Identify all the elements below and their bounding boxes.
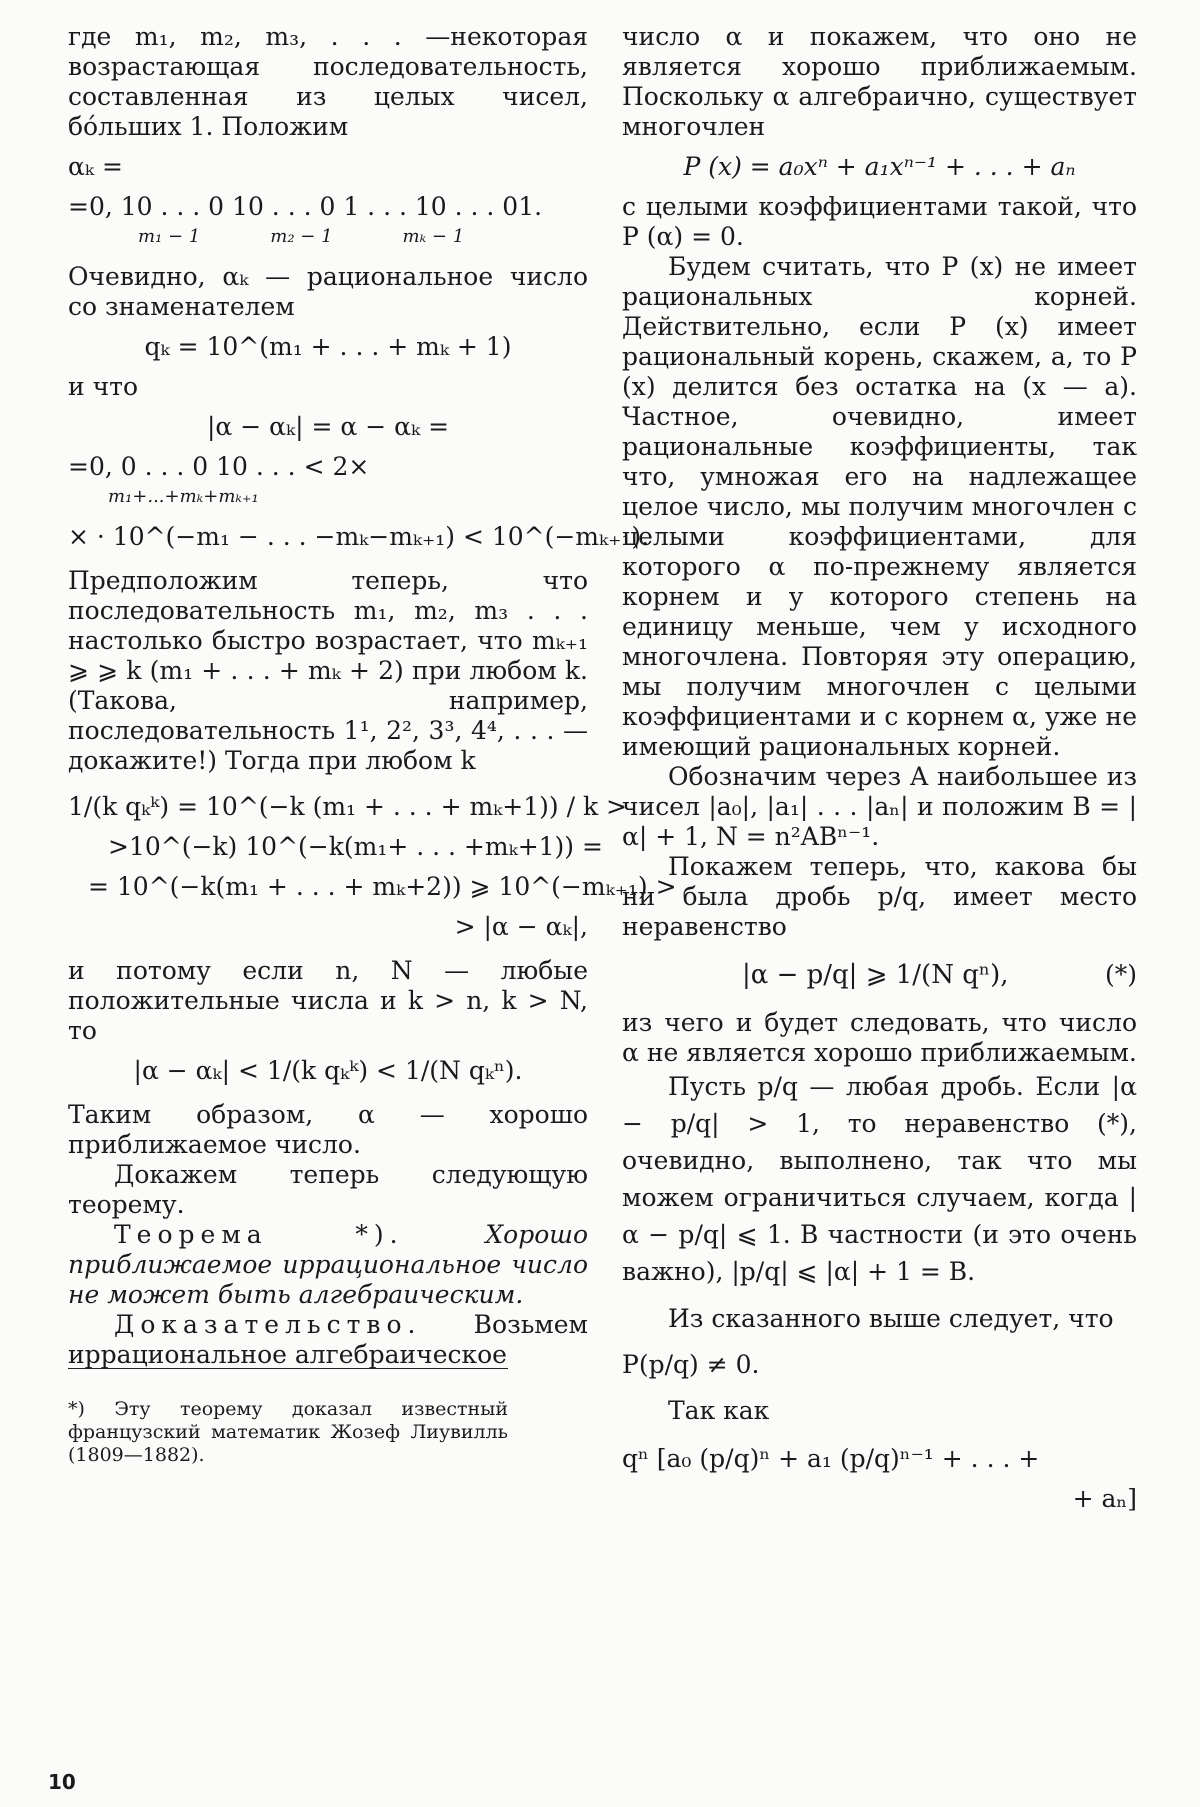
formula: P(p/q) ≠ 0. [622, 1350, 760, 1379]
formula: + aₙ] [1072, 1484, 1137, 1513]
underbrace-label: m₂ − 1 [270, 226, 333, 247]
paragraph: Будем считать, что P (x) не имеет рациональных корней. Действительно, если P (x) имеет рациональный корень, скажем, a, то P (x) делится без остатка на (x — a). Частное, очевидно, имеет рациональные коэффициенты, так что, умножая его на надлежащее целое число, мы получим многочлен с целыми коэффициентами, для которого α по-прежнему является корнем и у которого степень на единицу меньше, чем у исходного многочлена. Повторяя эту операцию, мы получим многочлен с целыми коэффициентами и с корнем α, уже не имеющий рациональных корней. [622, 252, 1137, 761]
alpha-k-label: αₖ = [68, 152, 123, 181]
proof-text: Возьмем иррациональное алгебраическое [68, 1310, 588, 1369]
star-inequality: |α − p/q| ⩾ 1/(N qⁿ), [742, 960, 1009, 990]
paragraph: где m₁, m₂, m₃, . . . —некоторая возрастающая последовательность, составленная из целых чисел, бо́льших 1. Положим [68, 22, 588, 141]
formula: =0, 10 . . . 0 10 . . . 0 1 . . . 10 . . . 01. [68, 192, 543, 221]
theorem-label: Теорема *). [114, 1220, 404, 1249]
theorem-text: Хорошо приближаемое иррациональное число не может быть алгебраическим. [68, 1220, 588, 1309]
theorem [68, 1220, 588, 1310]
paragraph: Покажем теперь, что, какова бы ни была дробь p/q, имеет место неравенство [622, 852, 1137, 941]
formula: 1/(k qₖᵏ) = 10^(−k (m₁ + . . . + mₖ+1)) / k > [68, 792, 628, 821]
formula: × · 10^(−m₁ − . . . −mₖ−mₖ₊₁) < 10^(−mₖ₊₁). [68, 522, 650, 551]
formula: =0, 0 . . . 0 10 . . . < 2× [68, 452, 370, 481]
paragraph: из чего и будет следовать, что число α не является хорошо приближаемым. [622, 1008, 1137, 1067]
proof [68, 1310, 588, 1370]
underbrace-label: m₁ − 1 [138, 226, 201, 247]
formula: > |α − αₖ|, [454, 912, 588, 941]
formula: = 10^(−k(m₁ + . . . + mₖ+2)) ⩾ 10^(−mₖ₊₁) > [88, 872, 677, 901]
paragraph: Очевидно, αₖ — рациональное число со знаменателем [68, 262, 588, 321]
paragraph: Пусть p/q — любая дробь. Если |α − p/q| > 1, то неравенство (*), очевидно, выполнено, так что мы можем ограничиться случаем, когда |α − p/q| ⩽ 1. В частности (и это очень важно), |p/q| ⩽ |α| + 1 = B. [622, 1072, 1137, 1286]
formula: |α − αₖ| < 1/(k qₖᵏ) < 1/(N qₖⁿ). [133, 1056, 523, 1085]
formula: qⁿ [a₀ (p/q)ⁿ + a₁ (p/q)ⁿ⁻¹ + . . . + [622, 1444, 1040, 1473]
star-inequality-row [742, 960, 1137, 990]
underbrace-label: m₁+...+mₖ+mₖ₊₁ [108, 486, 259, 507]
page-number: 10 [48, 1770, 76, 1794]
formula: |α − αₖ| = α − αₖ = [206, 412, 450, 441]
paragraph: Так как [668, 1396, 770, 1425]
paragraph: Из сказанного выше следует, что [668, 1304, 1114, 1333]
paragraph: и что [68, 372, 139, 401]
footnote-rule [68, 1368, 508, 1369]
qk-formula: qₖ = 10^(m₁ + . . . + mₖ + 1) [144, 332, 512, 361]
formula: >10^(−k) 10^(−k(m₁+ . . . +mₖ+1)) = [108, 832, 603, 861]
paragraph: Таким образом, α — хорошо приближаемое число. [68, 1100, 588, 1159]
star-label: (*) [1104, 960, 1137, 989]
paragraph: Обозначим через A наибольшее из чисел |a₀|, |a₁| . . . |aₙ| и положим B = |α| + 1, N = n²ABⁿ⁻¹. [622, 762, 1137, 851]
alpha-k-decimal [68, 192, 588, 252]
proof-label: Доказательство. [114, 1310, 422, 1339]
paragraph: и потому если n, N — любые положительные числа и k > n, k > N, то [68, 956, 588, 1045]
paragraph: число α и покажем, что оно не является хорошо приближаемым. Поскольку α алгебраично, существует многочлен [622, 22, 1137, 141]
left-column [68, 22, 677, 1370]
polynomial: P (x) = a₀xⁿ + a₁xⁿ⁻¹ + . . . + aₙ [683, 152, 1076, 181]
paragraph: Докажем теперь следующую теорему. [68, 1160, 588, 1219]
underbrace-label: mₖ − 1 [402, 226, 465, 247]
right-column [622, 22, 1137, 1524]
paragraph: Предположим теперь, что последовательность m₁, m₂, m₃ . . . настолько быстро возрастает, что mₖ₊₁ ⩾ ⩾ k (m₁ + . . . + mₖ + 2) при любом k. (Такова, например, последовательность 1¹, 2², 3³, 4⁴, . . . — докажите!) Тогда при любом k [68, 566, 588, 775]
paragraph: с целыми коэффициентами такой, что P (α) = 0. [622, 192, 1137, 251]
footnote: *) Эту теорему доказал известный французский математик Жозеф Лиувилль (1809—1882). [68, 1398, 508, 1466]
